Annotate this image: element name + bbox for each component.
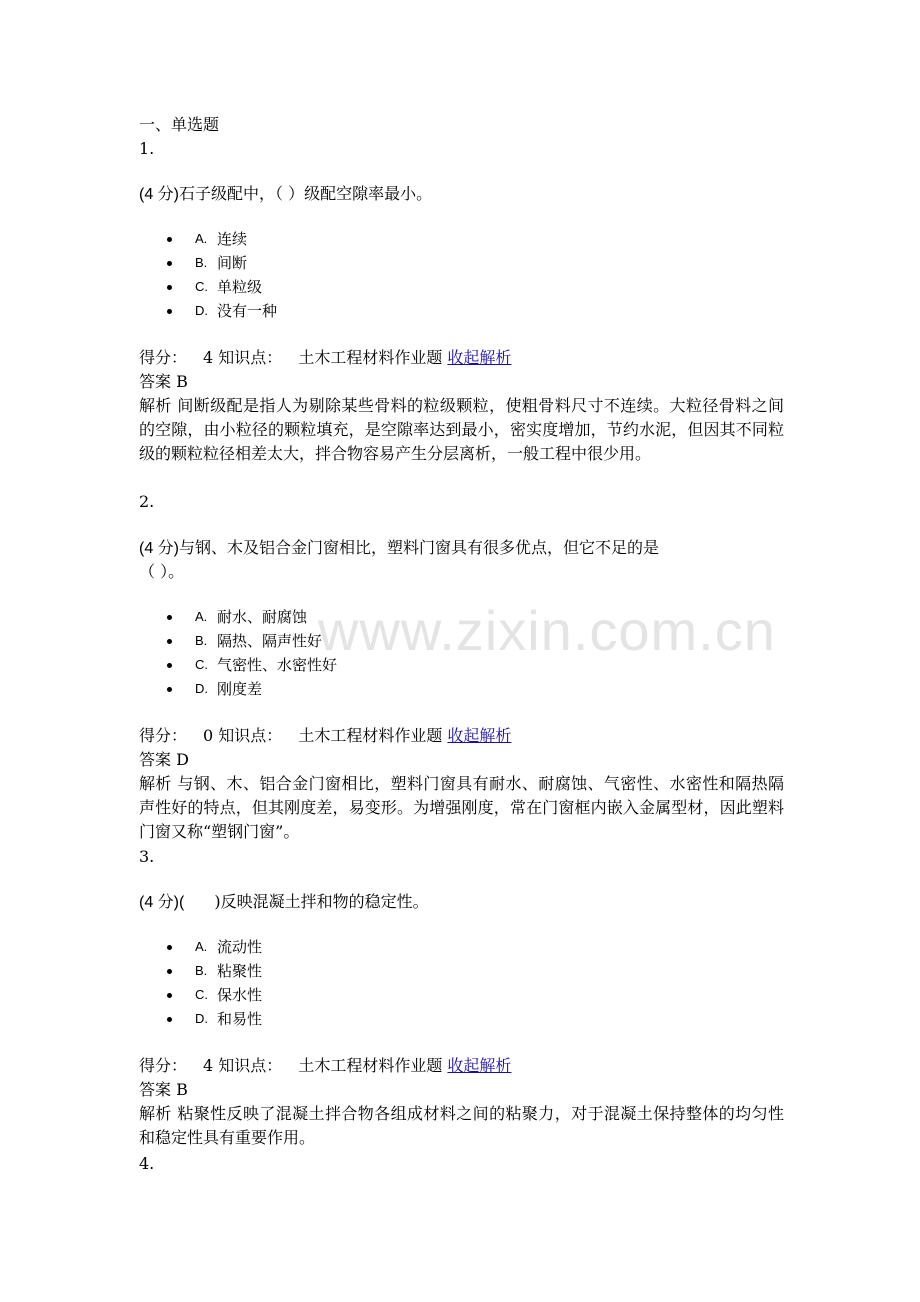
question-number: 2. bbox=[139, 492, 155, 511]
answer-value: B bbox=[176, 372, 188, 391]
answer-row bbox=[139, 370, 188, 394]
bullet-icon bbox=[167, 309, 172, 314]
knowledge-label: 知识点： bbox=[218, 348, 283, 367]
section-title: 一、单选题 bbox=[139, 115, 220, 134]
score-row bbox=[139, 346, 511, 370]
score-tag: (4 分) bbox=[139, 186, 180, 203]
score-tag: (4 分) bbox=[139, 540, 180, 557]
bullet-icon bbox=[167, 285, 172, 290]
question-stem bbox=[139, 536, 659, 561]
analysis-paragraph bbox=[139, 1102, 784, 1150]
knowledge-label: 知识点： bbox=[218, 1056, 283, 1075]
knowledge-value: 土木工程材料作业题 bbox=[298, 726, 443, 745]
bullet-icon bbox=[167, 687, 172, 692]
score-value: 4 bbox=[203, 1056, 214, 1075]
answer-value: B bbox=[176, 1080, 188, 1099]
stem-text: 与钢、木及铝合金门窗相比，塑料门窗具有很多优点，但它不足的是 bbox=[179, 538, 660, 557]
question-number: 1. bbox=[139, 139, 155, 158]
bullet-icon bbox=[167, 639, 172, 644]
answer-label: 答案 bbox=[139, 750, 172, 769]
score-value: 0 bbox=[203, 726, 214, 745]
bullet-icon bbox=[167, 237, 172, 242]
knowledge-label: 知识点： bbox=[218, 726, 283, 745]
analysis-paragraph bbox=[139, 772, 784, 844]
bullet-icon bbox=[167, 615, 172, 620]
collapse-analysis-link[interactable]: 收起解析 bbox=[447, 726, 512, 745]
score-label: 得分： bbox=[139, 726, 188, 745]
analysis-paragraph bbox=[139, 394, 784, 466]
bullet-icon bbox=[167, 969, 172, 974]
bullet-icon bbox=[167, 663, 172, 668]
answer-row bbox=[139, 748, 189, 772]
bullet-icon bbox=[167, 261, 172, 266]
analysis-text: 粘聚性反映了混凝土拌合物各组成材料之间的粘聚力，对于混凝土保持整体的均匀性和稳定性具有重要作用。 bbox=[139, 1104, 784, 1147]
bullet-icon bbox=[167, 993, 172, 998]
collapse-analysis-link[interactable]: 收起解析 bbox=[447, 1056, 512, 1075]
knowledge-value: 土木工程材料作业题 bbox=[298, 348, 443, 367]
score-row bbox=[139, 1054, 511, 1078]
score-tag: (4 分)( bbox=[139, 894, 185, 911]
question-number: 4. bbox=[139, 1154, 155, 1173]
question-number: 3. bbox=[139, 847, 155, 866]
watermark: www.zixin.com.cn bbox=[318, 599, 776, 662]
analysis-label: 解析 bbox=[139, 1104, 172, 1123]
question-stem bbox=[139, 182, 432, 207]
analysis-label: 解析 bbox=[139, 774, 172, 793]
analysis-text: 间断级配是指人为剔除某些骨料的粒级颗粒，使粗骨料尺寸不连续。大粒径骨料之间的空隙，由小粒径的颗粒填充，是空隙率达到最小，密实度增加，节约水泥，但因其不同粒级的颗粒粒径相差太大，拌合物容易产生分层离析，一般工程中很少用。 bbox=[139, 396, 784, 463]
bullet-icon bbox=[167, 1017, 172, 1022]
answer-label: 答案 bbox=[139, 1080, 172, 1099]
question-stem-continuation: （ ）。 bbox=[139, 562, 185, 581]
score-value: 4 bbox=[203, 348, 214, 367]
score-label: 得分： bbox=[139, 348, 188, 367]
collapse-analysis-link[interactable]: 收起解析 bbox=[447, 348, 512, 367]
stem-text: )反映混凝土拌和物的稳定性。 bbox=[214, 892, 429, 911]
question-stem bbox=[139, 890, 429, 915]
answer-label: 答案 bbox=[139, 372, 172, 391]
analysis-text: 与钢、木、铝合金门窗相比，塑料门窗具有耐水、耐腐蚀、气密性、水密性和隔热隔声性好的特点，但其刚度差，易变形。为增强刚度，常在门窗框内嵌入金属型材，因此塑料门窗又称“塑钢门窗”。 bbox=[139, 774, 784, 841]
bullet-icon bbox=[167, 945, 172, 950]
knowledge-value: 土木工程材料作业题 bbox=[298, 1056, 443, 1075]
score-label: 得分： bbox=[139, 1056, 188, 1075]
answer-row bbox=[139, 1078, 188, 1102]
analysis-label: 解析 bbox=[139, 396, 172, 415]
score-row bbox=[139, 724, 511, 748]
answer-value: D bbox=[176, 750, 189, 769]
stem-text: 石子级配中，（ ）级配空隙率最小。 bbox=[179, 184, 433, 203]
